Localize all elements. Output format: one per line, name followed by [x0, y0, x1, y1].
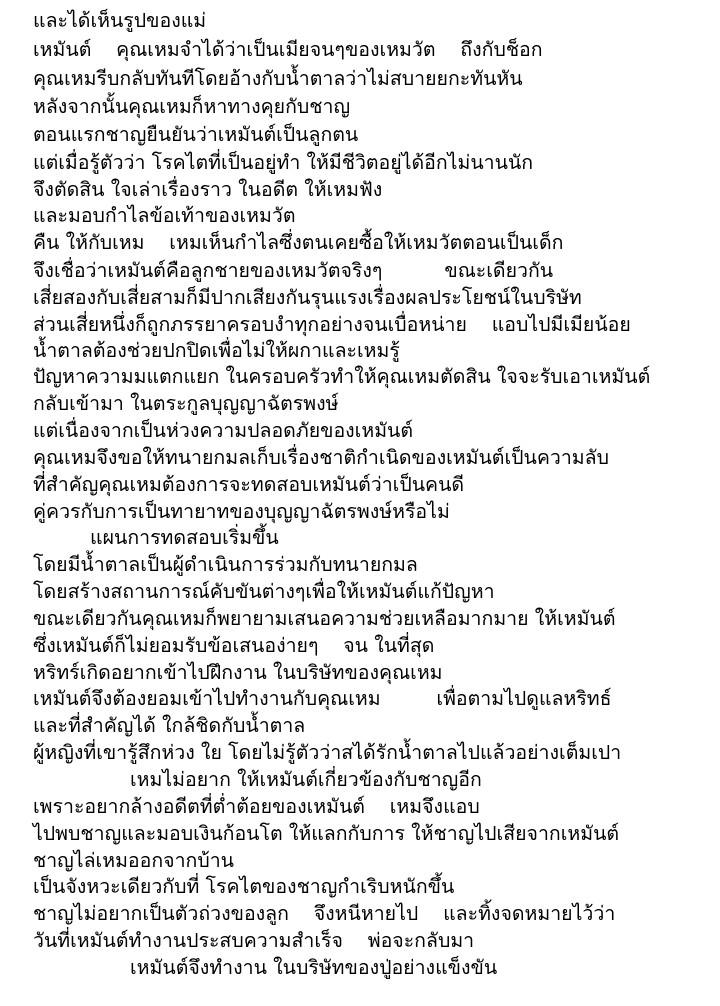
text-line-24: ซึ่งเหมันต์ก็ไม่ยอมรับข้อเสนอง่ายๆ จน ในที่สุด [33, 634, 435, 657]
text-line-12: ส่วนเสี่ยหนึ่งก็ถูกภรรยาครอบงำทุกอย่างจนเบื่อหน่าย แอบไปมีเมียน้อย [33, 313, 631, 336]
text-line-32: ชาญไล่เหมออกจากบ้าน [33, 849, 234, 872]
text-line-33: เป็นจังหวะเดียวกับที่ โรคไตของชาญกำเริบหนักขึ้น [33, 875, 455, 898]
text-line-5: ตอนแรกชาญยืนยันว่าเหมันต์เป็นลูกตน [33, 123, 359, 146]
text-line-14: ปัญหาความมแตกแยก ในครอบครัวทำให้คุณเหมตัดสิน ใจจะรับเอาเหมันต์ [33, 365, 651, 388]
text-line-10: จึงเชื่อว่าเหมันต์คือลูกชายของเหมวัตจริงๆ ขณะเดียวกัน [33, 259, 554, 282]
text-line-18: ที่สำคัญคุณเหมต้องการจะทดสอบเหมันต์ว่าเป็นคนดี [33, 473, 465, 496]
text-line-23: ขณะเดียวกันคุณเหมก็พยายามเสนอความช่วยเหลือมากมาย ให้เหมันต์ [33, 607, 616, 630]
text-line-16: แต่เนื่องจากเป็นห่วงความปลอดภัยของเหมันต์ [33, 419, 414, 442]
text-line-22: โดยสร้างสถานการณ์คับขันต่างๆเพื่อให้เหมันต์แก้ปัญหา [33, 580, 495, 603]
text-line-26: เหมันต์จึงต้องยอมเข้าไปทำงานกับคุณเหม เพื่อตามไปดูแลหริทธ์ [33, 687, 612, 710]
text-line-11: เสี่ยสองกับเสี่ยสามก็มีปากเสียงกันรุนแรงเรื่องผลประโยชน์ในบริษัท [33, 286, 582, 309]
text-line-21: โดยมีน้ำตาลเป็นผู้ดำเนินการร่วมกับทนายกมล [33, 553, 418, 576]
text-line-13: น้ำตาลต้องช่วยปกปิดเพื่อไม่ให้ผกาและเหมรู้ [33, 339, 400, 362]
text-line-25: หริทร์เกิดอยากเข้าไปฝึกงาน ในบริษัทของคุณเหม [33, 661, 443, 684]
text-line-31: ไปพบชาญและมอบเงินก้อนโต ให้แลกกับการ ให้ชาญไปเสียจากเหมันต์ [33, 822, 620, 845]
text-line-20: แผนการทดสอบเริ่มขึ้น [90, 526, 279, 549]
text-line-8: และมอบกำไลข้อเท้าของเหมวัต [33, 204, 296, 227]
text-line-3: คุณเหมรีบกลับทันทีโดยอ้างกับน้ำตาลว่าไม่สบายยกะทันหัน [33, 67, 523, 90]
text-line-9: คืน ให้กับเหม เหมเห็นกำไลซึ่งตนเคยซื้อให้เหมวัตตอนเป็นเด็ก [33, 231, 564, 254]
text-line-7: จึงตัดสิน ใจเล่าเรื่องราว ในอดีต ให้เหมฟัง [33, 178, 383, 201]
text-line-15: กลับเข้ามา ในตระกูลบุญญาฉัตรพงษ์ [33, 392, 339, 415]
text-line-36: เหมันต์จึงทำงาน ในบริษัทของปู่อย่างแข็งขัน [130, 956, 498, 979]
text-line-4: หลังจากนั้นคุณเหมก็หาทางคุยกับชาญ [33, 95, 351, 118]
text-line-30: เพราะอยากล้างอดีตที่ต่ำต้อยของเหมันต์ เหมจึงแอบ [33, 795, 480, 818]
text-line-28: ผู้หญิงที่เขารู้สึกห่วง ใย โดยไม่รู้ตัวว่าสได้รักน้ำตาลไปแล้วอย่างเต็มเปา [33, 741, 622, 764]
text-line-2: เหมันต์ คุณเหมจำได้ว่าเป็นเมียจนๆของเหมวัต ถึงกับช็อก [33, 38, 543, 61]
text-line-17: คุณเหมจึงขอให้ทนายกมลเก็บเรื่องชาติกำเนิดของเหมันต์เป็นความลับ [33, 446, 609, 469]
text-line-19: คู่ควรกับการเป็นทายาทของบุญญาฉัตรพงษ์หรือไม่ [33, 500, 450, 523]
text-line-29: เหมไม่อยาก ให้เหมันต์เกี่ยวข้องกับชาญอีก [130, 768, 482, 791]
text-line-34: ชาญไม่อยากเป็นตัวถ่วงของลูก จึงหนีหายไป และทิ้งจดหมายไว้ว่า [33, 902, 616, 925]
text-line-1: และได้เห็นรูปของแม่ [33, 9, 207, 32]
text-line-27: และที่สำคัญได้ ใกล้ชิดกับน้ำตาล [33, 714, 306, 737]
text-line-6: แต่เมื่อรู้ตัวว่า โรคไตที่เป็นอยู่ทำ ให้มีชีวิตอยู่ได้อีกไม่นานนัก [33, 151, 534, 174]
text-line-35: วันที่เหมันต์ทำงานประสบความสำเร็จ พ่อจะกลับมา [33, 929, 475, 952]
